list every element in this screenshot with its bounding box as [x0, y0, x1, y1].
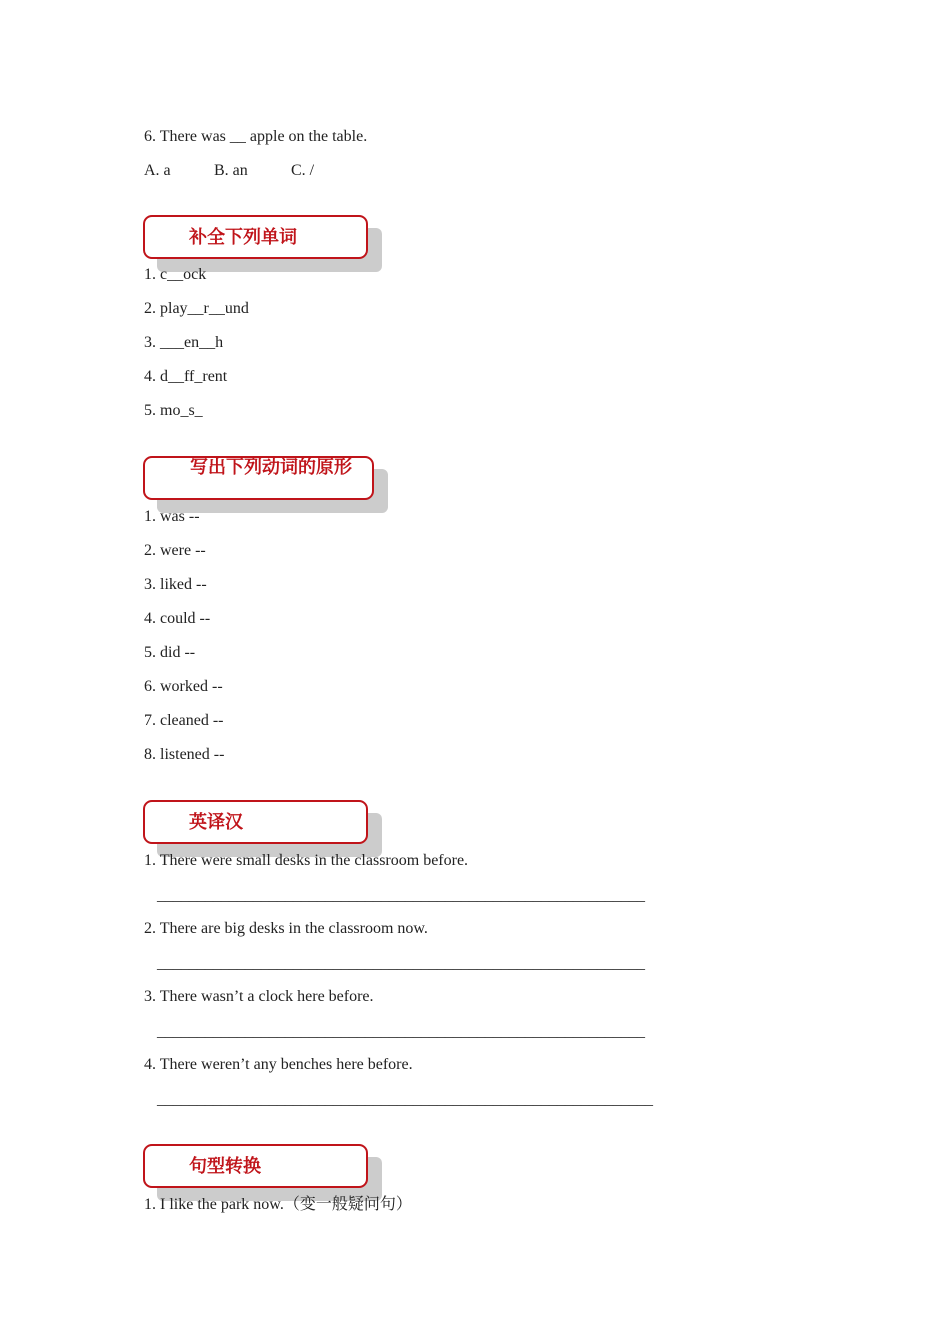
list-item: 3. ___en__h — [144, 334, 224, 351]
answer-blank[interactable]: _____________________________________________________________ — [157, 955, 645, 972]
banner-box — [143, 800, 368, 844]
list-item: 7. cleaned -- — [144, 712, 224, 729]
list-item: 4. There weren’t any benches here before. — [144, 1056, 413, 1073]
section-title: 补全下列单词 — [189, 227, 297, 248]
question-options — [144, 161, 444, 181]
answer-blank[interactable]: ______________________________________________________________ — [157, 1091, 653, 1108]
section-title: 句型转换 — [189, 1156, 261, 1177]
section-banner-fill-words — [143, 215, 368, 259]
option-b: B. an — [214, 162, 248, 179]
list-item: 1. I like the park now.（变一般疑问句） — [144, 1196, 412, 1213]
option-a: A. a — [144, 162, 171, 179]
question-stem: 6. There was __ apple on the table. — [144, 128, 368, 145]
answer-blank[interactable]: _____________________________________________________________ — [157, 887, 645, 904]
list-item: 1. There were small desks in the classroom before. — [144, 852, 469, 869]
section-banner-sentence-transform — [143, 1144, 368, 1188]
list-item: 2. were -- — [144, 542, 206, 559]
list-item: 2. There are big desks in the classroom now. — [144, 920, 428, 937]
list-item: 4. d__ff_rent — [144, 368, 228, 385]
section-title: 写出下列动词的原形 — [190, 457, 352, 478]
section-title: 英译汉 — [189, 812, 243, 833]
list-item: 3. There wasn’t a clock here before. — [144, 988, 374, 1005]
option-c: C. / — [291, 162, 315, 179]
list-item: 1. was -- — [144, 508, 200, 525]
list-item: 3. liked -- — [144, 576, 207, 593]
list-item: 8. listened -- — [144, 746, 225, 763]
list-item: 6. worked -- — [144, 678, 223, 695]
section-banner-translate — [143, 800, 368, 844]
list-item: 1. c__ock — [144, 266, 207, 283]
list-item: 5. mo_s_ — [144, 402, 203, 419]
list-item: 2. play__r__und — [144, 300, 249, 317]
list-item: 4. could -- — [144, 610, 211, 627]
answer-blank[interactable]: _____________________________________________________________ — [157, 1023, 645, 1040]
list-item: 5. did -- — [144, 644, 196, 661]
section-banner-verb-forms — [143, 456, 374, 500]
